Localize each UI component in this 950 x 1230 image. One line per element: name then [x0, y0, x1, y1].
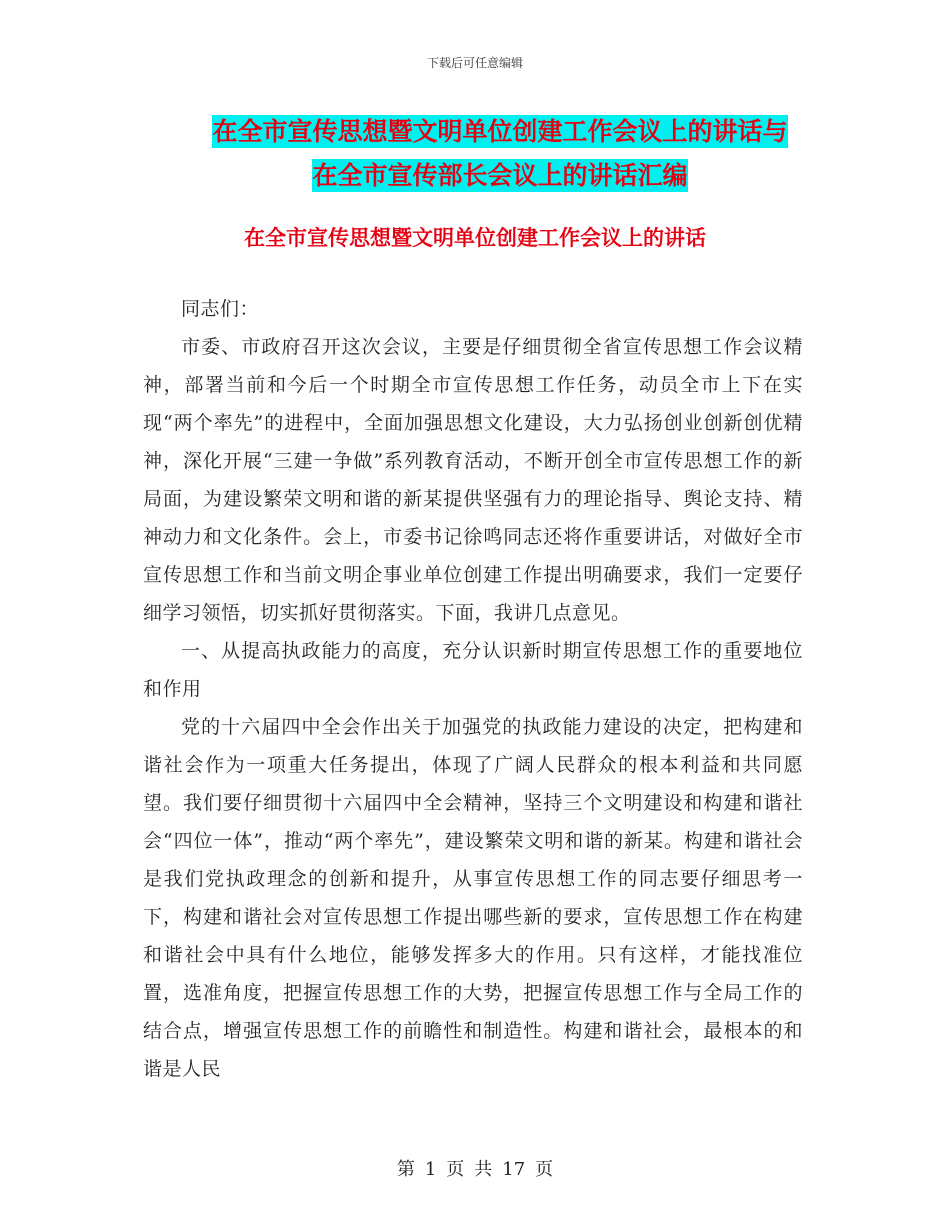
section-title: 在全市宣传思想暨文明单位创建工作会议上的讲话 [244, 225, 706, 250]
paragraph-intro: 市委、市政府召开这次会议，主要是仔细贯彻全省宣传思想工作会议精神，部署当前和今后一个时期全市宣传思想工作任务，动员全市上下在实现“两个率先”的进程中，全面加强思想文化建设，大力弘扬创业创新创优精神，深化开展“三建一争做”系列教育活动，不断开创全市宣传思想工作的新局面，为建设繁荣文明和谐的新某提供坚强有力的理论指导、舆论支持、精神动力和文化条件。会上，市委书记徐鸣同志还将作重要讲话，对做好全市宣传思想工作和当前文明企事业单位创建工作提出明确要求，我们一定要仔细学习领悟，切实抓好贯彻落实。下面，我讲几点意见。 [143, 336, 803, 624]
paragraph-body-1: 党的十六届四中全会作出关于加强党的执政能力建设的决定，把构建和谐社会作为一项重大任务提出，体现了广阔人民群众的根本利益和共同愿望。我们要仔细贯彻十六届四中全会精神，坚持三个文明建设和构建和谐社会“四位一体”，推动“两个率先”，建设繁荣文明和谐的新某。构建和谐社会是我们党执政理念的创新和提升，从事宣传思想工作的同志要仔细思考一下，构建和谐社会对宣传思想工作提出哪些新的要求，宣传思想工作在构建和谐社会中具有什么地位，能够发挥多大的作用。只有这样，才能找准位置，选准角度，把握宣传思想工作的大势，把握宣传思想工作与全局工作的结合点，增强宣传思想工作的前瞻性和制造性。构建和谐社会，最根本的和谐是人民 [143, 716, 803, 1080]
footer-label-gong: 共 [474, 1159, 493, 1180]
document-title [120, 110, 880, 198]
body-text [143, 290, 803, 1088]
title-line-1: 在全市宣传思想暨文明单位创建工作会议上的讲话与 [212, 117, 788, 146]
footer-label-di: 第 [396, 1159, 415, 1180]
footer-page-number: 1 [424, 1159, 437, 1180]
header-note: 下载后可任意编辑 [426, 56, 523, 70]
title-line-2: 在全市宣传部长会议上的讲话汇编 [312, 161, 688, 190]
paragraph-heading-1: 一、从提高执政能力的高度，充分认识新时期宣传思想工作的重要地位和作用 [143, 640, 803, 700]
footer-label-ye-2: 页 [535, 1159, 554, 1180]
footer-total-pages: 17 [502, 1159, 526, 1180]
paragraph-salutation: 同志们： [181, 298, 260, 320]
footer-label-ye: 页 [446, 1159, 465, 1180]
page-footer [0, 1155, 950, 1181]
